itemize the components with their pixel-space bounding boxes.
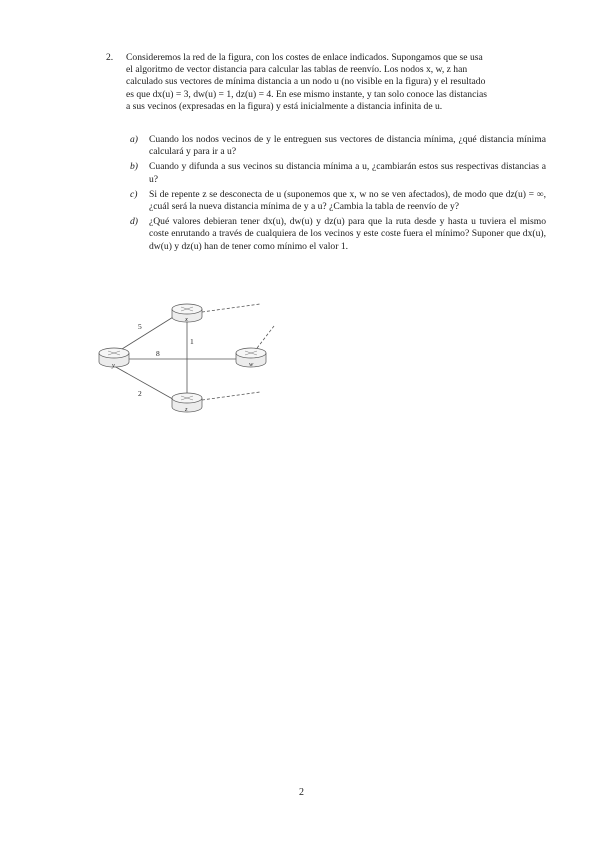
question-label: d) bbox=[130, 216, 138, 228]
question-b bbox=[130, 161, 546, 185]
edge-y-x bbox=[114, 314, 178, 354]
node-label-w: w bbox=[249, 361, 254, 368]
problem-2 bbox=[106, 52, 546, 113]
router-x bbox=[172, 304, 202, 323]
edge-label-y-w: 8 bbox=[156, 349, 160, 358]
intro-line-4: es que dx(u) = 3, dw(u) = 1, dz(u) = 4. En ese mismo instante, y tan solo conoce las distancias bbox=[126, 88, 487, 100]
edge-y-z bbox=[114, 366, 178, 402]
question-c bbox=[130, 189, 546, 213]
router-y bbox=[99, 348, 129, 369]
intro-line-1: Consideremos la red de la figura, con los costes de enlace indicados. Supongamos que se usa bbox=[126, 52, 483, 63]
question-label: c) bbox=[130, 188, 138, 200]
dashed-link-z bbox=[202, 392, 260, 400]
edge-label-x-z: 1 bbox=[190, 337, 194, 346]
question-label: a) bbox=[130, 134, 138, 145]
question-a bbox=[130, 134, 546, 158]
question-label: b) bbox=[130, 161, 138, 173]
node-label-y: y bbox=[112, 362, 115, 369]
dashed-link-x bbox=[202, 304, 260, 312]
edge-label-y-x: 5 bbox=[138, 322, 142, 331]
question-d bbox=[130, 216, 546, 253]
question-list bbox=[130, 134, 546, 256]
intro-line-2: el algoritmo de vector distancia para calcular las tablas de reenvío. Los nodos x, w, z han bbox=[126, 64, 468, 76]
node-label-z: z bbox=[185, 406, 188, 413]
page-number: 2 bbox=[299, 787, 304, 798]
question-text: Cuando los nodos vecinos de y le entreguen sus vectores de distancia mínima, ¿qué distancia mínima calculará y para ir a u? bbox=[149, 134, 546, 158]
question-text: Cuando y difunda a sus vecinos su distancia mínima a u, ¿cambiarán estos sus respectivas distancias a u? bbox=[149, 161, 546, 185]
intro-line-3: calculado sus vectores de mínima distancia a un nodo u (no visible en la figura) y el resultado bbox=[126, 76, 486, 88]
router-z bbox=[172, 393, 202, 413]
network-figure bbox=[92, 296, 282, 420]
question-text: ¿Qué valores debieran tener dx(u), dw(u) y dz(u) para que la ruta desde y hasta u tuviera el mismo coste enrutando a través de cualquiera de los vecinos y este coste fuera el mínimo? Suponer que dx(u), dw(u) y dz(u) han de tener como mínimo el valor 1. bbox=[149, 216, 546, 252]
router-w bbox=[236, 348, 266, 368]
intro-line-5: a sus vecinos (expresadas en la figura) y está inicialmente a distancia infinita de u. bbox=[126, 100, 443, 112]
problem-intro bbox=[126, 52, 546, 113]
node-label-x: x bbox=[185, 316, 188, 323]
problem-number: 2. bbox=[106, 52, 114, 63]
question-text: Si de repente z se desconecta de u (suponemos que x, w no se ven afectados), de modo que dz(u) = ∞, ¿cuál será la nueva distancia mínima de y a u? ¿Cambia la tabla de reenvío de y? bbox=[149, 188, 546, 213]
edge-label-y-z: 2 bbox=[138, 389, 142, 398]
